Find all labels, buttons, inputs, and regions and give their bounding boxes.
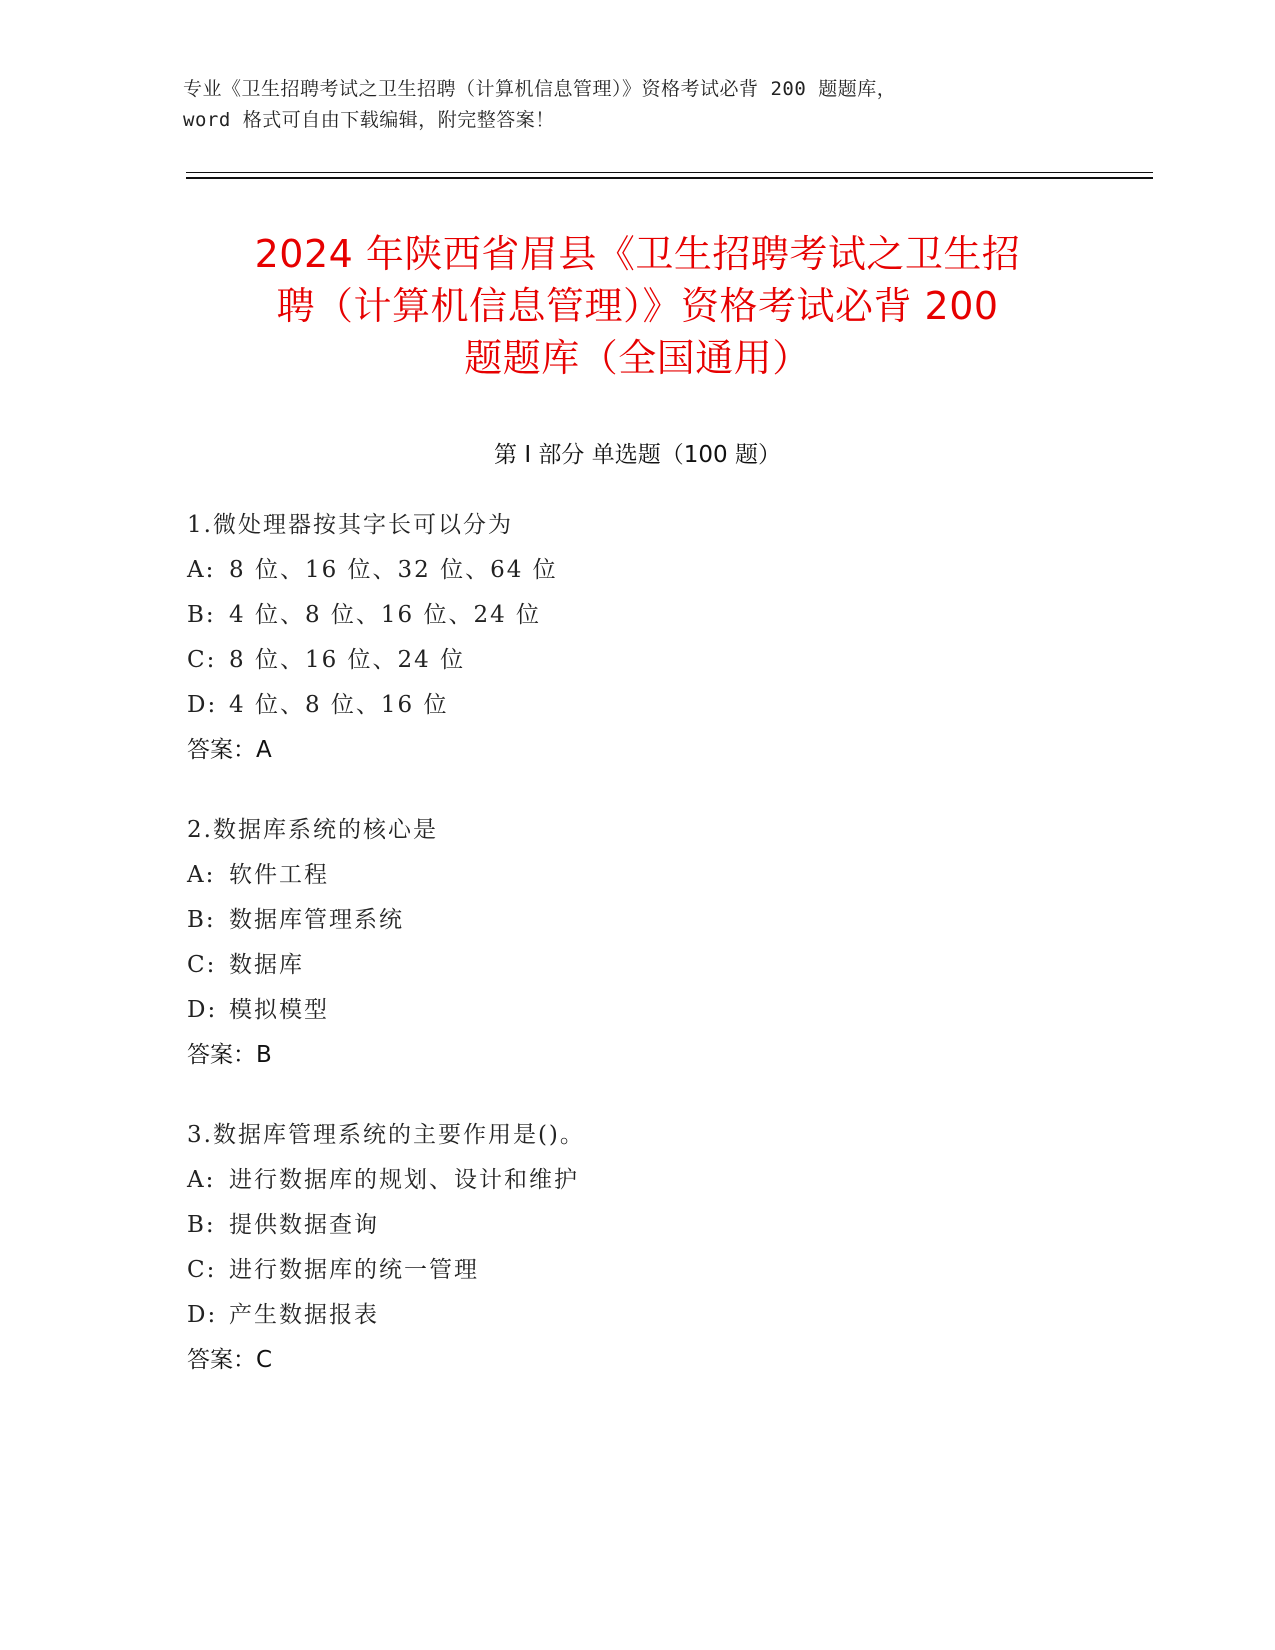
option-key: B: <box>187 1212 216 1238</box>
option-key: A: <box>187 557 216 583</box>
header-note <box>183 74 1083 136</box>
question-2 <box>187 808 1087 1078</box>
option-text: 进行数据库的统一管理 <box>229 1257 479 1283</box>
option-key: A: <box>187 1167 216 1193</box>
option-key: A: <box>187 862 216 888</box>
question-stem: 1.微处理器按其字长可以分为 <box>187 512 513 538</box>
option-text: 产生数据报表 <box>229 1302 379 1328</box>
option-key: C: <box>187 1257 217 1283</box>
option-d <box>187 683 1087 728</box>
question-stem: 3.数据库管理系统的主要作用是()。 <box>187 1122 585 1148</box>
option-a <box>187 1158 1087 1203</box>
question-3 <box>187 1113 1087 1383</box>
option-key: B: <box>187 907 216 933</box>
option-text: 4 位、8 位、16 位、24 位 <box>229 602 542 628</box>
option-key: C: <box>187 647 217 673</box>
question-stem: 2.数据库系统的核心是 <box>187 817 438 843</box>
option-text: 提供数据查询 <box>229 1212 379 1238</box>
option-b <box>187 898 1087 943</box>
option-c <box>187 638 1087 683</box>
answer-line: 答案：A <box>187 737 272 763</box>
section-heading: 第 I 部分 单选题（100 题） <box>494 442 781 468</box>
answer-line: 答案：C <box>187 1347 273 1373</box>
option-d <box>187 1293 1087 1338</box>
question-1 <box>187 503 1087 773</box>
option-text: 数据库管理系统 <box>229 907 404 933</box>
option-text: 8 位、16 位、24 位 <box>229 647 466 673</box>
option-a <box>187 853 1087 898</box>
document-title <box>140 228 1135 384</box>
option-key: D: <box>187 692 218 718</box>
option-text: 软件工程 <box>229 862 329 888</box>
option-b <box>187 1203 1087 1248</box>
header-divider-thick <box>186 177 1153 179</box>
option-key: C: <box>187 952 217 978</box>
header-note-line-1: 专业《卫生招聘考试之卫生招聘（计算机信息管理）》资格考试必背 200 题题库， <box>183 78 897 100</box>
option-text: 4 位、8 位、16 位 <box>229 692 449 718</box>
option-key: B: <box>187 602 216 628</box>
option-key: D: <box>187 1302 218 1328</box>
option-c <box>187 1248 1087 1293</box>
option-d <box>187 988 1087 1033</box>
option-text: 进行数据库的规划、设计和维护 <box>229 1167 579 1193</box>
header-note-line-2: word 格式可自由下载编辑，附完整答案！ <box>183 109 555 131</box>
option-text: 数据库 <box>229 952 304 978</box>
title-line-3: 题题库（全国通用） <box>464 336 811 380</box>
option-text: 模拟模型 <box>229 997 329 1023</box>
option-b <box>187 593 1087 638</box>
answer-line: 答案：B <box>187 1042 272 1068</box>
option-a <box>187 548 1087 593</box>
title-line-2: 聘（计算机信息管理）》资格考试必背 200 <box>276 284 999 328</box>
option-c <box>187 943 1087 988</box>
option-text: 8 位、16 位、32 位、64 位 <box>229 557 558 583</box>
header-divider-thin <box>186 172 1153 173</box>
title-line-1: 2024 年陕西省眉县《卫生招聘考试之卫生招 <box>254 232 1021 276</box>
option-key: D: <box>187 997 218 1023</box>
